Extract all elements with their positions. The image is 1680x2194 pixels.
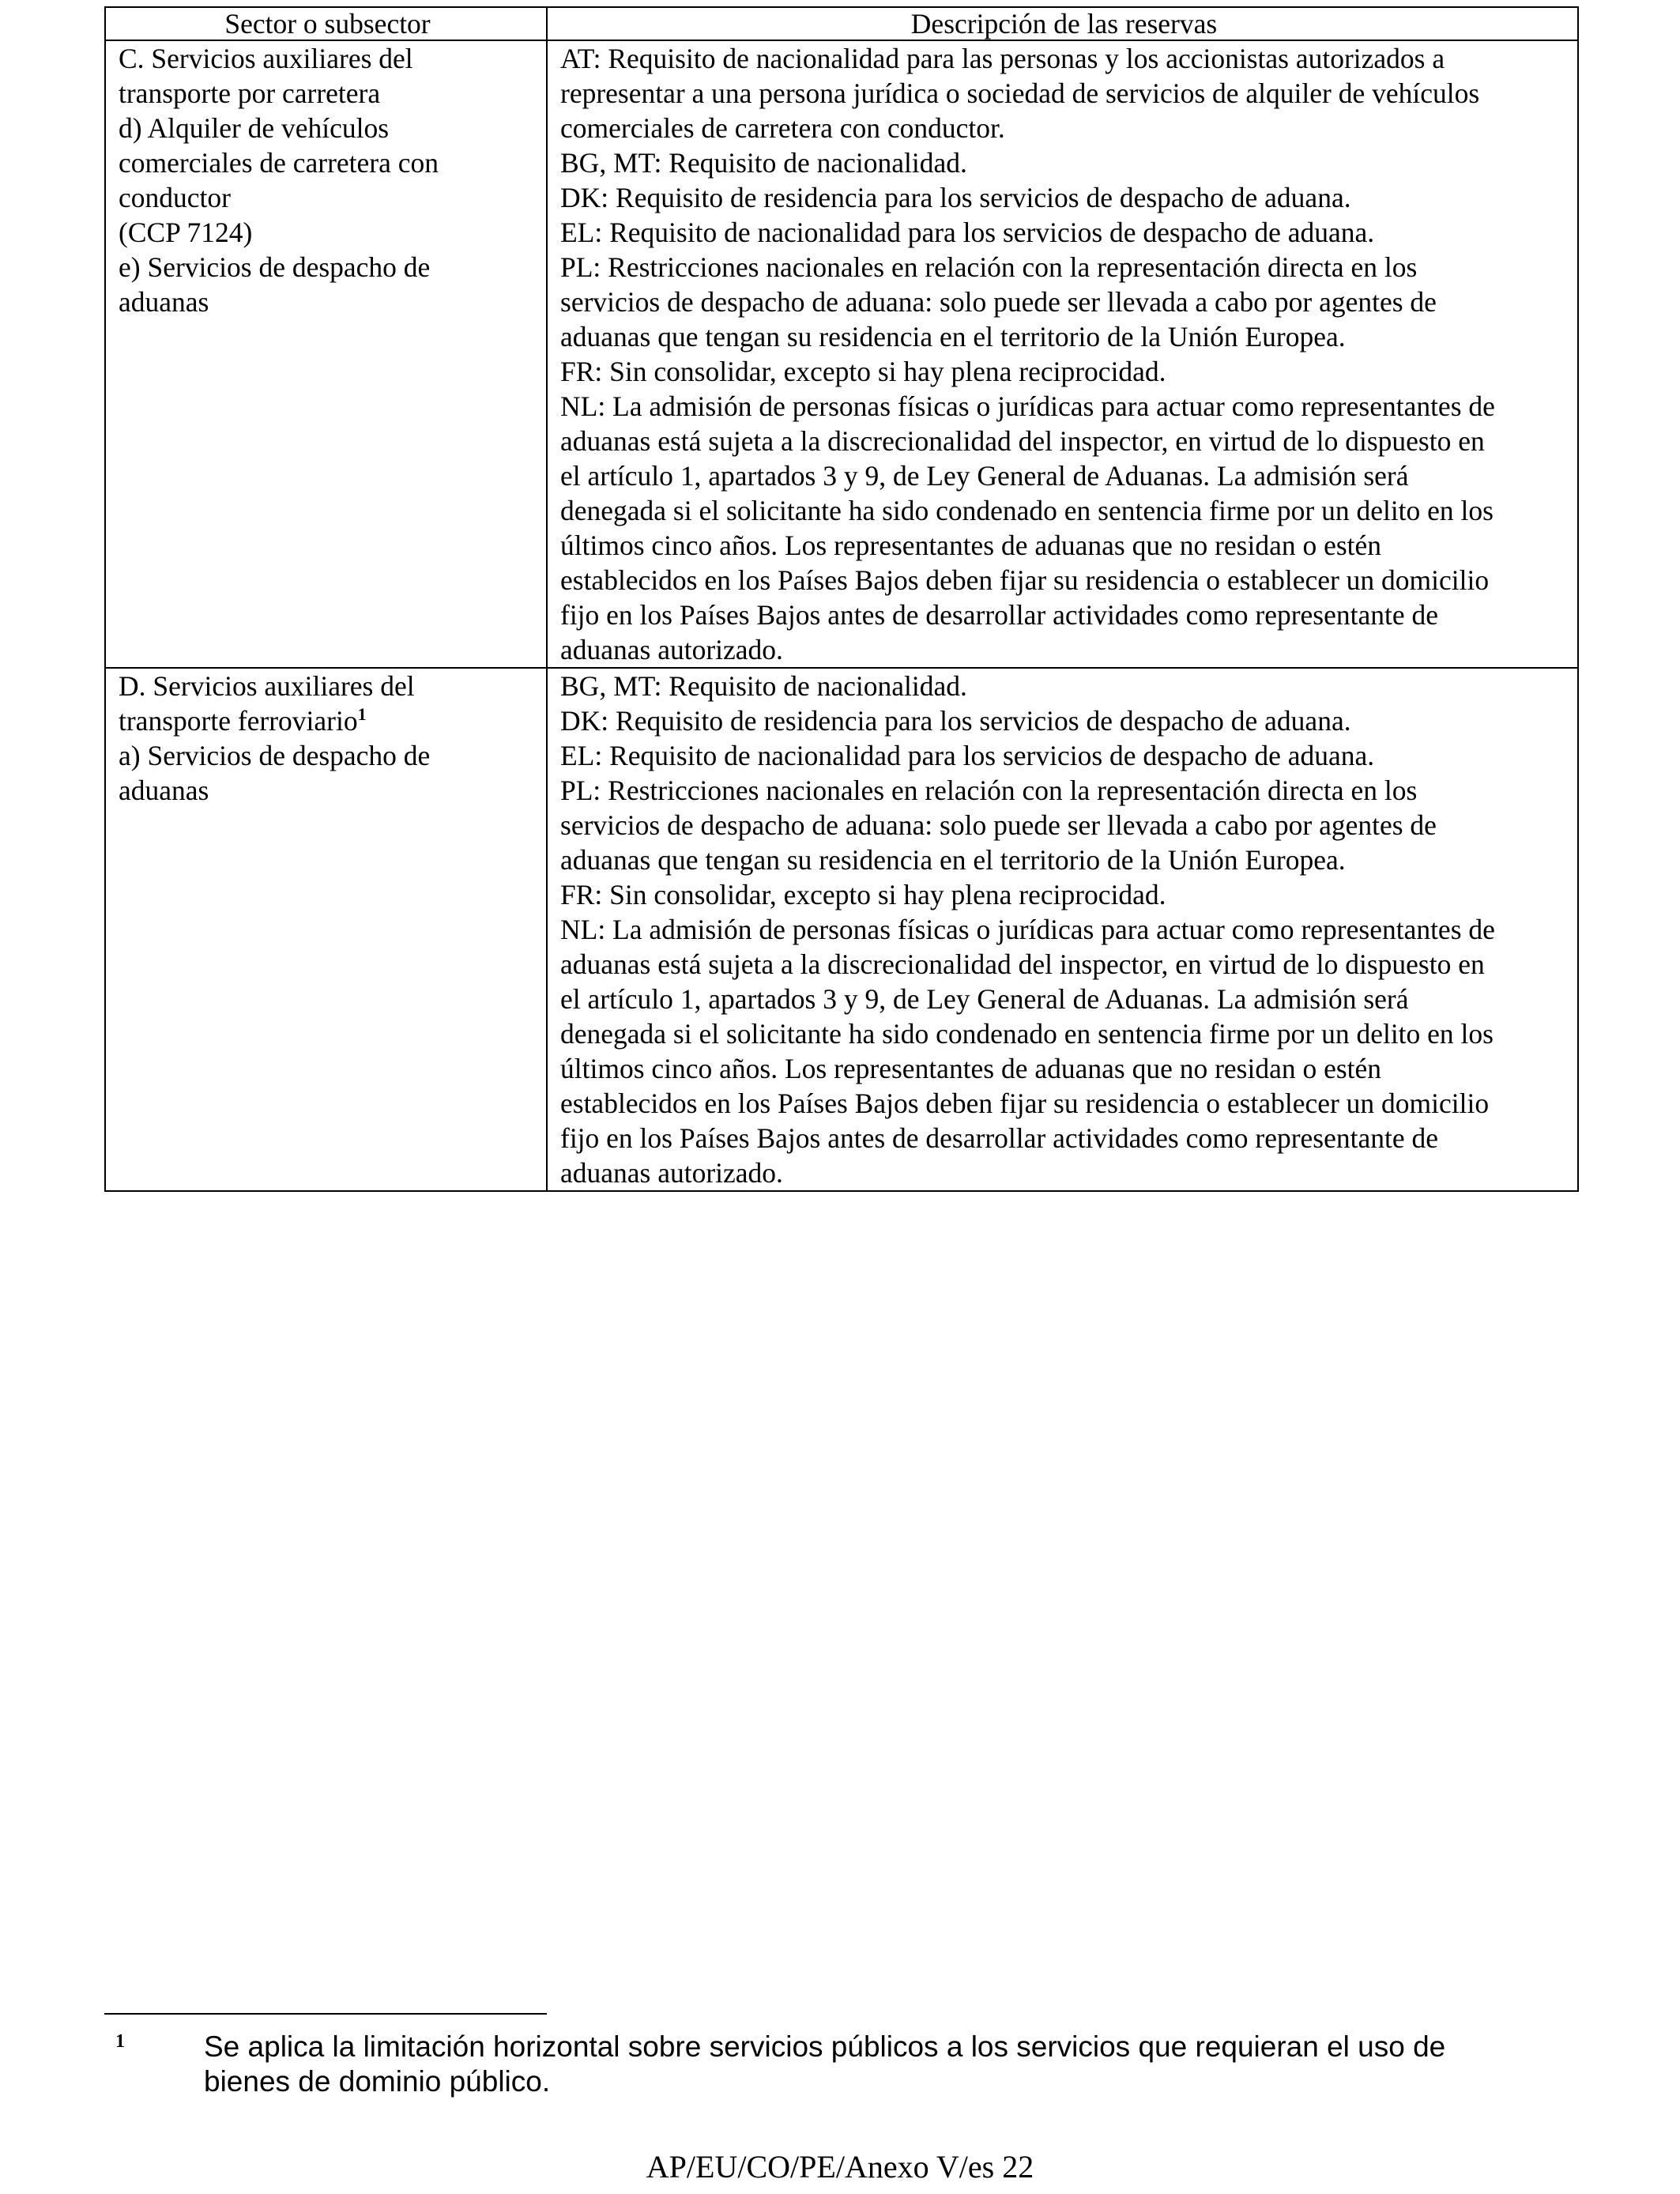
sector-line: D. Servicios auxiliares del: [119, 670, 415, 702]
sector-line: C. Servicios auxiliares del: [119, 43, 413, 74]
sector-line-text: transporte ferroviario: [119, 705, 358, 737]
footnote-line: bienes de dominio público.: [204, 2065, 551, 2098]
description-line: FR: Sin consolidar, excepto si hay plena reciprocidad.: [560, 879, 1166, 910]
description-line: comerciales de carretera con conductor.: [560, 112, 1005, 144]
description-line: establecidos en los Países Bajos deben fijar su residencia o establecer un domicilio: [560, 564, 1490, 596]
description-line: BG, MT: Requisito de nacionalidad.: [560, 147, 967, 179]
description-line: AT: Requisito de nacionalidad para las personas y los accionistas autorizados a: [560, 43, 1445, 74]
sector-line: comerciales de carretera con: [119, 147, 439, 179]
description-line: servicios de despacho de aduana: solo puede ser llevada a cabo por agentes de: [560, 286, 1437, 318]
description-line: PL: Restricciones nacionales en relación con la representación directa en los: [560, 775, 1418, 806]
sector-line: e) Servicios de despacho de: [119, 251, 431, 283]
table-header-row: [105, 7, 1578, 40]
column-header-sector: Sector o subsector: [105, 7, 547, 40]
description-line: NL: La admisión de personas físicas o jurídicas para actuar como representantes de: [560, 914, 1495, 945]
sector-line: (CCP 7124): [119, 217, 253, 248]
description-line: fijo en los Países Bajos antes de desarrollar actividades como representante de: [560, 1122, 1438, 1154]
page-reference: AP/EU/CO/PE/Anexo V/es 22: [646, 2149, 1034, 2185]
description-line: aduanas que tengan su residencia en el territorio de la Unión Europea.: [560, 321, 1346, 352]
footnote-line: Se aplica la limitación horizontal sobre servicios públicos a los servicios que requieran el uso de: [204, 2030, 1446, 2063]
description-line: DK: Requisito de residencia para los servicios de despacho de aduana.: [560, 182, 1351, 213]
description-line: DK: Requisito de residencia para los servicios de despacho de aduana.: [560, 705, 1351, 737]
table-row: [105, 40, 1578, 668]
description-line: aduanas autorizado.: [560, 634, 783, 665]
description-line: últimos cinco años. Los representantes de aduanas que no residan o estén: [560, 1053, 1382, 1084]
description-line: FR: Sin consolidar, excepto si hay plena reciprocidad.: [560, 356, 1166, 387]
sector-line: aduanas: [119, 775, 209, 806]
footnote-mark: 1: [115, 2031, 125, 2052]
description-line: establecidos en los Países Bajos deben fijar su residencia o establecer un domicilio: [560, 1088, 1490, 1119]
footnote-reference[interactable]: 1: [357, 704, 367, 725]
description-line: aduanas está sujeta a la discrecionalidad del inspector, en virtud de lo dispuesto en: [560, 948, 1485, 980]
description-line: aduanas está sujeta a la discrecionalidad del inspector, en virtud de lo dispuesto en: [560, 425, 1485, 457]
description-line: aduanas que tengan su residencia en el territorio de la Unión Europea.: [560, 844, 1346, 876]
description-line: denegada si el solicitante ha sido condenado en sentencia firme por un delito en los: [560, 1018, 1494, 1050]
description-line: representar a una persona jurídica o sociedad de servicios de alquiler de vehículos: [560, 77, 1480, 109]
sector-line-with-footnote: [119, 703, 537, 738]
sector-line: a) Servicios de despacho de: [119, 740, 431, 771]
description-line: denegada si el solicitante ha sido condenado en sentencia firme por un delito en los: [560, 495, 1494, 526]
description-line: el artículo 1, apartados 3 y 9, de Ley General de Aduanas. La admisión será: [560, 983, 1409, 1015]
description-line: servicios de despacho de aduana: solo puede ser llevada a cabo por agentes de: [560, 809, 1437, 841]
reservations-table: [104, 6, 1579, 1192]
description-line: últimos cinco años. Los representantes de aduanas que no residan o estén: [560, 530, 1382, 561]
description-line: fijo en los Países Bajos antes de desarrollar actividades como representante de: [560, 599, 1438, 631]
description-cell-c: [547, 40, 1578, 668]
sector-line: aduanas: [119, 286, 209, 318]
description-line: EL: Requisito de nacionalidad para los servicios de despacho de aduana.: [560, 217, 1375, 248]
column-header-description: Descripción de las reservas: [547, 7, 1578, 40]
description-line: BG, MT: Requisito de nacionalidad.: [560, 670, 967, 702]
sector-line: d) Alquiler de vehículos: [119, 112, 390, 144]
description-line: NL: La admisión de personas físicas o jurídicas para actuar como representantes de: [560, 390, 1495, 422]
sector-cell-c: [105, 40, 547, 668]
description-line: aduanas autorizado.: [560, 1157, 783, 1189]
sector-line: conductor: [119, 182, 231, 213]
description-line: PL: Restricciones nacionales en relación con la representación directa en los: [560, 251, 1418, 283]
description-line: el artículo 1, apartados 3 y 9, de Ley General de Aduanas. La admisión será: [560, 460, 1409, 492]
sector-line: transporte por carretera: [119, 77, 381, 109]
footnote-text: [204, 2030, 1595, 2099]
sector-cell-d: [105, 668, 547, 1191]
footnote-divider: [104, 2013, 547, 2015]
table-row: [105, 668, 1578, 1191]
description-cell-d: [547, 668, 1578, 1191]
description-line: EL: Requisito de nacionalidad para los servicios de despacho de aduana.: [560, 740, 1375, 771]
